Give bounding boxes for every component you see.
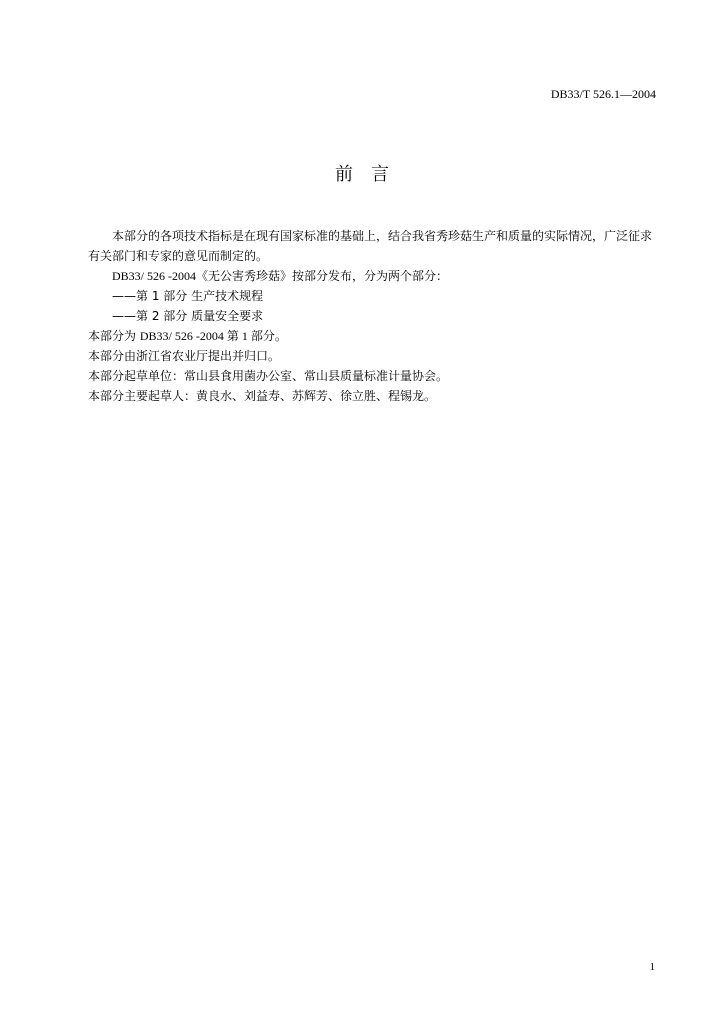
standard-code-inline: DB33/ 526 -2004: [112, 269, 196, 283]
paragraph-part-designation: [88, 326, 658, 346]
paragraph-intro: 本部分的各项技术指标是在现有国家标准的基础上，结合我省秀珍菇生产和质量的实际情况，广泛征求有关部门和专家的意见而制定的。: [88, 229, 653, 263]
standard-code-header: DB33/T 526.1—2004: [550, 87, 656, 101]
paragraph-drafters: 本部分主要起草人：黄良水、刘益寿、苏辉芳、徐立胜、程锡龙。: [88, 389, 437, 403]
list-item-part-2: ——第 2 部分 质量安全要求: [112, 309, 264, 323]
paragraph-proposer: 本部分由浙江省农业厅提出并归口。: [88, 349, 281, 363]
part-designation-prefix: 本部分为: [88, 329, 140, 343]
page-title: 前言: [335, 164, 407, 185]
publication-text: 《无公害秀珍菇》按部分发布，分为两个部分：: [196, 269, 449, 283]
paragraph-drafting-units: 本部分起草单位：常山县食用菌办公室、常山县质量标准计量协会。: [88, 369, 449, 383]
list-item-part-1: ——第 1 部分 生产技术规程: [112, 289, 264, 303]
part-designation-code: DB33/ 526 -2004 第 1 部分: [139, 329, 275, 343]
part-designation-suffix: 。: [274, 329, 287, 343]
preface-body: [88, 226, 658, 406]
page-number: 1: [649, 961, 655, 973]
paragraph-publication: [88, 266, 658, 286]
